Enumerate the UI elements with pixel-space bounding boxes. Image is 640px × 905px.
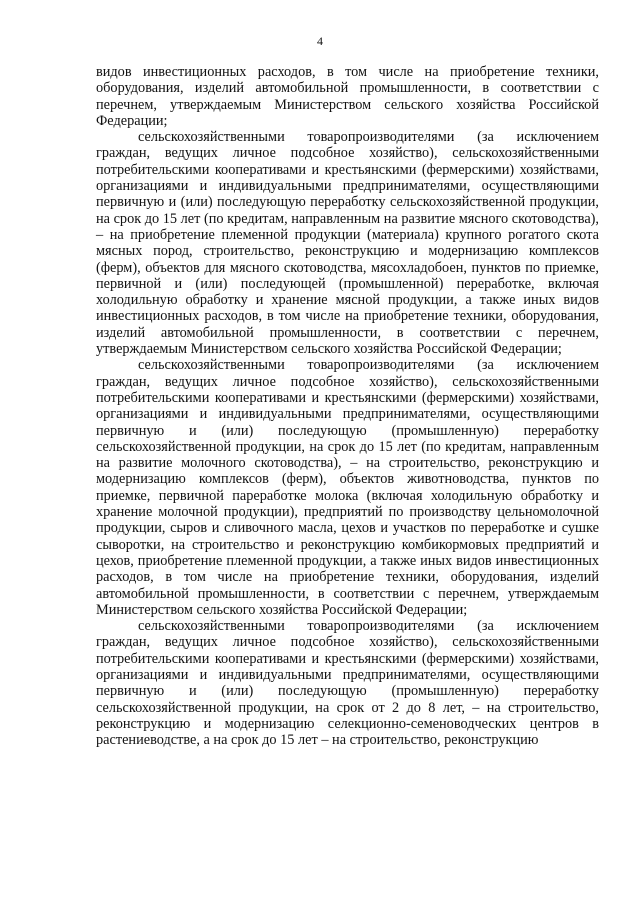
paragraph-meat-cattle: сельскохозяйственными товаропроизводителями (за исключением граждан, ведущих личное подсобное хозяйство), сельскохозяйственными потребительскими кооперативами и крестьянскими (фермерскими) хозяйствами, организациями и индивидуальными предпринимателями, осуществляющими первичную и (или) последующую переработку сельскохозяйственной продукции, на срок до 15 лет (по кредитам, направленным на развитие мясного скотоводства), – на приобретение племенной продукции (материала) крупного рогатого скота мясных пород, строительство, реконструкцию и модернизацию комплексов (ферм), объектов для мясного скотоводства, мясохладобоен, пунктов по приемке, первичной и (или) последующей (промышленной) переработке, включая холодильную обработку и хранение мясной продукции, а также иных видов инвестиционных расходов, в том числе на приобретение техники, оборудования, изделий автомобильной промышленности, в соответствии с перечнем, утверждаемым Министерством сельского хозяйства Российской Федерации; (96, 129, 599, 358)
paragraph-seed-centers: сельскохозяйственными товаропроизводителями (за исключением граждан, ведущих личное подсобное хозяйство), сельскохозяйственными потребительскими кооперативами и крестьянскими (фермерскими) хозяйствами, организациями и индивидуальными предпринимателями, осуществляющими первичную и (или) последующую (промышленную) переработку сельскохозяйственной продукции, на срок от 2 до 8 лет, – на строительство, реконструкцию и модернизацию селекционно-семеноводческих центров в растениеводстве, а на срок до 15 лет – на строительство, реконструкцию (96, 618, 599, 749)
paragraph-continuation: видов инвестиционных расходов, в том числе на приобретение техники, оборудования, изделий автомобильной промышленности, в соответствии с перечнем, утверждаемым Министерством сельского хозяйства Российской Федерации; (96, 64, 599, 129)
page-number: 4 (317, 34, 323, 48)
paragraph-dairy-cattle: сельскохозяйственными товаропроизводителями (за исключением граждан, ведущих личное подсобное хозяйство), сельскохозяйственными потребительскими кооперативами и крестьянскими (фермерскими) хозяйствами, организациями и индивидуальными предпринимателями, осуществляющими первичную и (или) последующую (промышленную) переработку сельскохозяйственной продукции, на срок до 15 лет (по кредитам, направленным на развитие молочного скотоводства), – на строительство, реконструкцию и модернизацию комплексов (ферм), объектов животноводства, пунктов по приемке, первичной пареработке молока (включая холодильную обработку и хранение молочной продукции), предприятий по производству цельномолочной продукции, сыров и сливочного масла, цехов и участков по переработке и сушке сыворотки, на строительство и реконструкцию комбикормовых предприятий и цехов, приобретение племенной продукции, а также иных видов инвестиционных расходов, в том числе на приобретение техники, оборудования, изделий автомобильной промышленности, в соответствии с перечнем, утверждаемым Министерством сельского хозяйства Российской Федерации; (96, 357, 599, 618)
document-body (96, 64, 599, 748)
